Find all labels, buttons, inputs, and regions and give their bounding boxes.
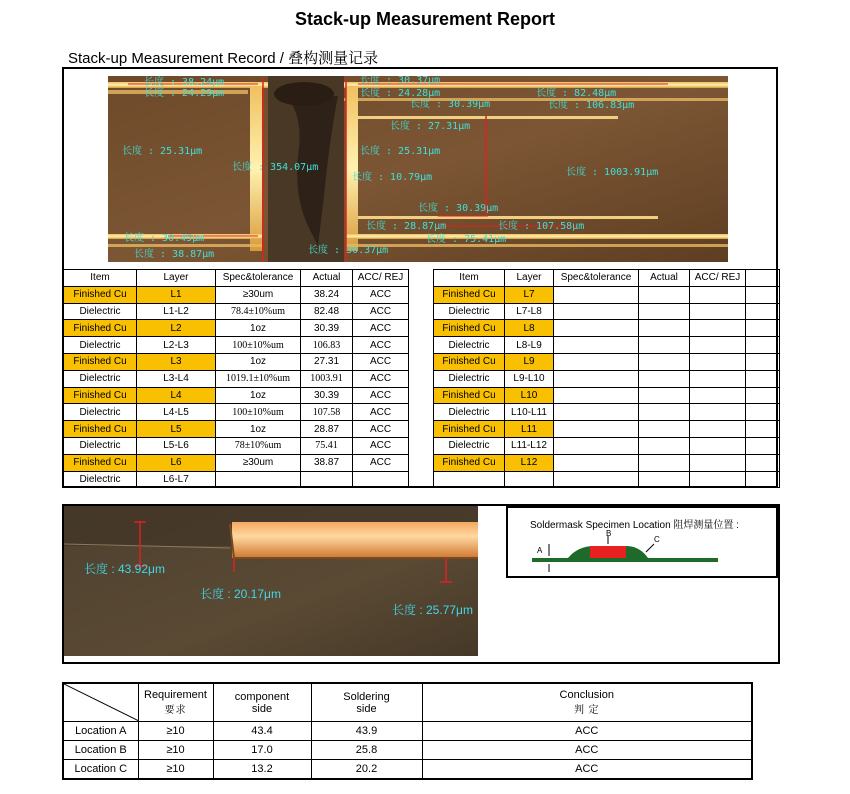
spec-cell: 1oz <box>216 353 301 370</box>
spec-cell <box>554 337 639 354</box>
actual-cell <box>639 353 690 370</box>
result-cell: ACC <box>422 760 752 779</box>
soldermask-location-title: Soldermask Specimen Location 阻焊测量位置 : <box>530 520 739 531</box>
acc-cell: ACC <box>353 454 409 471</box>
report-title: Stack-up Measurement Report <box>294 9 556 29</box>
acc-cell: ACC <box>353 353 409 370</box>
requirement-label-cn: 要求 <box>164 705 187 716</box>
measure-label: 长度 : 30.45μm <box>124 233 205 244</box>
layer-cell: L9-L10 <box>505 370 554 387</box>
soldering-cell: 25.8 <box>311 741 422 760</box>
measure-label: 长度 : 106.83μm <box>548 100 635 111</box>
col-header: Actual <box>301 270 353 287</box>
layer-cell: L5-L6 <box>137 437 216 454</box>
spec-cell <box>554 320 639 337</box>
spec-cell: 1oz <box>216 320 301 337</box>
measure-label: 长度 : 27.31μm <box>390 121 471 132</box>
item-cell: Dielectric <box>64 437 137 454</box>
spacer-cell <box>409 404 434 421</box>
acc-cell: ACC <box>353 421 409 438</box>
req-cell: ≥10 <box>138 741 213 760</box>
actual-cell: 38.87 <box>301 454 353 471</box>
item-cell: Finished Cu <box>434 387 505 404</box>
layer-cell <box>505 471 554 488</box>
acc-cell <box>690 320 746 337</box>
spacer-cell <box>746 320 780 337</box>
conclusion-table-body <box>63 722 752 779</box>
soldermask-label: 长度 : 20.17μm <box>200 587 281 601</box>
measure-label: 长度 : 354.07μm <box>232 162 319 173</box>
measure-label: 长度 : 38.24μm <box>144 77 225 88</box>
point-label-a: A <box>537 546 543 555</box>
item-cell: Finished Cu <box>434 286 505 303</box>
actual-cell <box>639 421 690 438</box>
measure-label: 长度 : 107.58μm <box>498 221 585 232</box>
spec-cell: 1019.1±10%um <box>216 370 301 387</box>
measure-label: 长度 : 25.31μm <box>122 146 203 157</box>
measure-label: 长度 : 30.37μm <box>308 245 389 256</box>
measure-label: 长度 : 30.37μm <box>360 76 441 86</box>
spacer-cell <box>409 303 434 320</box>
location-cell: Location B <box>63 741 138 760</box>
diagonal-line <box>64 684 139 721</box>
req-cell: ≥10 <box>138 722 213 741</box>
spacer-cell <box>409 270 434 287</box>
item-cell: Dielectric <box>434 370 505 387</box>
acc-cell <box>690 421 746 438</box>
table-row <box>64 421 780 438</box>
col-header: Layer <box>137 270 216 287</box>
point-label-b: B <box>606 530 612 538</box>
spacer-cell <box>409 337 434 354</box>
req-cell: ≥10 <box>138 760 213 779</box>
actual-cell <box>639 404 690 421</box>
item-cell: Finished Cu <box>434 421 505 438</box>
component-cell: 13.2 <box>213 760 311 779</box>
soldermask-label: 长度 : 43.92μm <box>84 562 165 576</box>
measure-label: 长度 : 30.39μm <box>410 99 491 110</box>
spec-cell <box>554 387 639 404</box>
record-title: Stack-up Measurement Record / 叠构测量记录 <box>68 50 379 67</box>
item-cell: Finished Cu <box>434 353 505 370</box>
col-header: ACC/ REJ <box>353 270 409 287</box>
actual-cell: 38.24 <box>301 286 353 303</box>
table-row <box>63 760 752 779</box>
conclusion-header <box>422 683 752 722</box>
layer-cell: L11-L12 <box>505 437 554 454</box>
soldering-cell: 43.9 <box>311 722 422 741</box>
acc-cell: ACC <box>353 404 409 421</box>
layer-cell: L2 <box>137 320 216 337</box>
spacer-cell <box>409 421 434 438</box>
layer-cell: L10-L11 <box>505 404 554 421</box>
actual-cell <box>639 370 690 387</box>
item-cell: Finished Cu <box>64 320 137 337</box>
conclusion-header-row <box>63 683 752 722</box>
table-row <box>64 337 780 354</box>
spacer-cell <box>746 286 780 303</box>
table-row <box>64 353 780 370</box>
spacer-cell <box>746 337 780 354</box>
acc-cell <box>690 454 746 471</box>
item-cell: Dielectric <box>64 404 137 421</box>
item-cell: Finished Cu <box>64 286 137 303</box>
spec-cell: 78.4±10%um <box>216 303 301 320</box>
spec-cell <box>554 286 639 303</box>
spec-cell: ≥30um <box>216 454 301 471</box>
actual-cell: 27.31 <box>301 353 353 370</box>
cross-section-image <box>108 76 728 262</box>
layer-cell: L8-L9 <box>505 337 554 354</box>
actual-cell <box>301 471 353 488</box>
table-row <box>63 741 752 760</box>
component-cell: 43.4 <box>213 722 311 741</box>
soldering-cell: 20.2 <box>311 760 422 779</box>
actual-cell: 75.41 <box>301 437 353 454</box>
spacer-cell <box>746 404 780 421</box>
item-cell: Dielectric <box>64 370 137 387</box>
acc-cell: ACC <box>353 337 409 354</box>
requirement-label: Requirement <box>144 689 207 701</box>
spacer-cell <box>746 270 780 287</box>
spacer-cell <box>746 370 780 387</box>
conclusion-label-cn: 判 定 <box>574 705 600 716</box>
requirement-header <box>138 683 213 722</box>
measure-label: 长度 : 24.28μm <box>360 88 441 99</box>
actual-cell: 82.48 <box>301 303 353 320</box>
col-header: Actual <box>639 270 690 287</box>
acc-cell: ACC <box>353 437 409 454</box>
layer-cell: L4-L5 <box>137 404 216 421</box>
spacer-cell <box>746 471 780 488</box>
spacer-cell <box>409 353 434 370</box>
item-cell <box>434 471 505 488</box>
spec-cell: 1oz <box>216 421 301 438</box>
spec-cell: 100±10%um <box>216 404 301 421</box>
layer-cell: L11 <box>505 421 554 438</box>
spec-cell: ≥30um <box>216 286 301 303</box>
spacer-cell <box>409 370 434 387</box>
actual-cell <box>639 337 690 354</box>
spec-cell <box>554 404 639 421</box>
table-row <box>64 404 780 421</box>
measure-label: 长度 : 75.41μm <box>426 234 507 245</box>
item-cell: Dielectric <box>434 303 505 320</box>
spacer-cell <box>746 437 780 454</box>
acc-cell <box>690 286 746 303</box>
soldering-side-header: Soldering side <box>311 683 422 722</box>
actual-cell <box>639 471 690 488</box>
item-cell: Finished Cu <box>64 421 137 438</box>
measure-label: 长度 : 82.48μm <box>536 88 617 99</box>
measure-label: 长度 : 38.87μm <box>134 249 215 260</box>
conclusion-table <box>62 682 753 780</box>
item-cell: Finished Cu <box>64 454 137 471</box>
measure-label: 长度 : 25.31μm <box>360 146 441 157</box>
layer-cell: L8 <box>505 320 554 337</box>
acc-cell <box>690 353 746 370</box>
actual-cell <box>639 387 690 404</box>
layer-cell: L7 <box>505 286 554 303</box>
point-label-c: C <box>654 535 660 544</box>
component-cell: 17.0 <box>213 741 311 760</box>
col-header: Spec&tolerance <box>554 270 639 287</box>
result-cell: ACC <box>422 722 752 741</box>
actual-cell: 107.58 <box>301 404 353 421</box>
spacer-cell <box>746 421 780 438</box>
table-header-row <box>64 270 780 287</box>
acc-cell <box>690 387 746 404</box>
acc-cell <box>690 370 746 387</box>
measure-label: 长度 : 28.87μm <box>366 221 447 232</box>
actual-cell: 30.39 <box>301 320 353 337</box>
measure-label: 长度 : 30.39μm <box>418 203 499 214</box>
actual-cell: 1003.91 <box>301 370 353 387</box>
layer-cell: L6 <box>137 454 216 471</box>
layer-cell: L1 <box>137 286 216 303</box>
acc-cell <box>690 471 746 488</box>
table-row <box>64 454 780 471</box>
spec-cell <box>554 303 639 320</box>
spec-cell: 100±10%um <box>216 337 301 354</box>
layer-cell: L7-L8 <box>505 303 554 320</box>
actual-cell: 30.39 <box>301 387 353 404</box>
soldermask-location-box <box>506 506 778 578</box>
spec-cell <box>554 454 639 471</box>
spec-cell <box>554 437 639 454</box>
acc-cell <box>690 404 746 421</box>
acc-cell: ACC <box>353 387 409 404</box>
spacer-cell <box>409 286 434 303</box>
item-cell: Dielectric <box>434 437 505 454</box>
spacer-cell <box>409 437 434 454</box>
measure-label: 长度 : 10.79μm <box>352 172 433 183</box>
layer-cell: L5 <box>137 421 216 438</box>
actual-cell: 106.83 <box>301 337 353 354</box>
spacer-cell <box>409 320 434 337</box>
spacer-cell <box>409 454 434 471</box>
spec-cell <box>554 421 639 438</box>
acc-cell <box>353 471 409 488</box>
table-row <box>64 387 780 404</box>
layer-cell: L3 <box>137 353 216 370</box>
location-cell: Location C <box>63 760 138 779</box>
actual-cell: 28.87 <box>301 421 353 438</box>
actual-cell <box>639 286 690 303</box>
item-cell: Finished Cu <box>434 320 505 337</box>
result-cell: ACC <box>422 741 752 760</box>
col-header: Item <box>64 270 137 287</box>
item-cell: Finished Cu <box>64 387 137 404</box>
actual-cell <box>639 454 690 471</box>
soldermask-micrograph <box>64 506 478 656</box>
item-cell: Dielectric <box>64 337 137 354</box>
stackup-table-body <box>64 286 780 488</box>
conclusion-label: Conclusion <box>559 689 614 701</box>
item-cell: Finished Cu <box>434 454 505 471</box>
item-cell: Dielectric <box>64 471 137 488</box>
soldermask-image <box>64 506 478 656</box>
spacer-cell <box>746 303 780 320</box>
layer-cell: L12 <box>505 454 554 471</box>
measure-label: 长度 : 24.29μm <box>144 88 225 99</box>
spacer-cell <box>746 454 780 471</box>
soldermask-location-diagram <box>528 530 728 574</box>
soldermask-label: 长度 : 25.77μm <box>392 603 473 617</box>
table-row <box>64 286 780 303</box>
spec-cell <box>216 471 301 488</box>
col-header: Layer <box>505 270 554 287</box>
layer-cell: L4 <box>137 387 216 404</box>
component-side-header: component side <box>213 683 311 722</box>
spec-cell <box>554 471 639 488</box>
spec-cell <box>554 370 639 387</box>
item-cell: Dielectric <box>64 303 137 320</box>
measure-label: 长度 : 1003.91μm <box>566 167 659 178</box>
spacer-cell <box>409 387 434 404</box>
location-cell: Location A <box>63 722 138 741</box>
col-header: Item <box>434 270 505 287</box>
table-row <box>64 320 780 337</box>
stackup-table <box>63 269 780 488</box>
cross-section-micrograph <box>108 76 728 262</box>
actual-cell <box>639 303 690 320</box>
layer-cell: L3-L4 <box>137 370 216 387</box>
col-header: ACC/ REJ <box>690 270 746 287</box>
diagonal-header-cell <box>63 683 138 722</box>
item-cell: Dielectric <box>434 404 505 421</box>
item-cell: Finished Cu <box>64 353 137 370</box>
spec-cell: 1oz <box>216 387 301 404</box>
actual-cell <box>639 320 690 337</box>
actual-cell <box>639 437 690 454</box>
acc-cell: ACC <box>353 286 409 303</box>
acc-cell: ACC <box>353 320 409 337</box>
table-row <box>64 303 780 320</box>
acc-cell <box>690 437 746 454</box>
table-row <box>64 370 780 387</box>
spacer-cell <box>746 353 780 370</box>
spec-cell <box>554 353 639 370</box>
spacer-cell <box>746 387 780 404</box>
table-row <box>64 471 780 488</box>
table-row <box>63 722 752 741</box>
spec-cell: 78±10%um <box>216 437 301 454</box>
col-header: Spec&tolerance <box>216 270 301 287</box>
acc-cell: ACC <box>353 370 409 387</box>
layer-cell: L2-L3 <box>137 337 216 354</box>
spacer-cell <box>409 471 434 488</box>
layer-cell: L6-L7 <box>137 471 216 488</box>
acc-cell <box>690 337 746 354</box>
layer-cell: L10 <box>505 387 554 404</box>
item-cell: Dielectric <box>434 337 505 354</box>
table-row <box>64 437 780 454</box>
layer-cell: L1-L2 <box>137 303 216 320</box>
acc-cell <box>690 303 746 320</box>
layer-cell: L9 <box>505 353 554 370</box>
acc-cell: ACC <box>353 303 409 320</box>
